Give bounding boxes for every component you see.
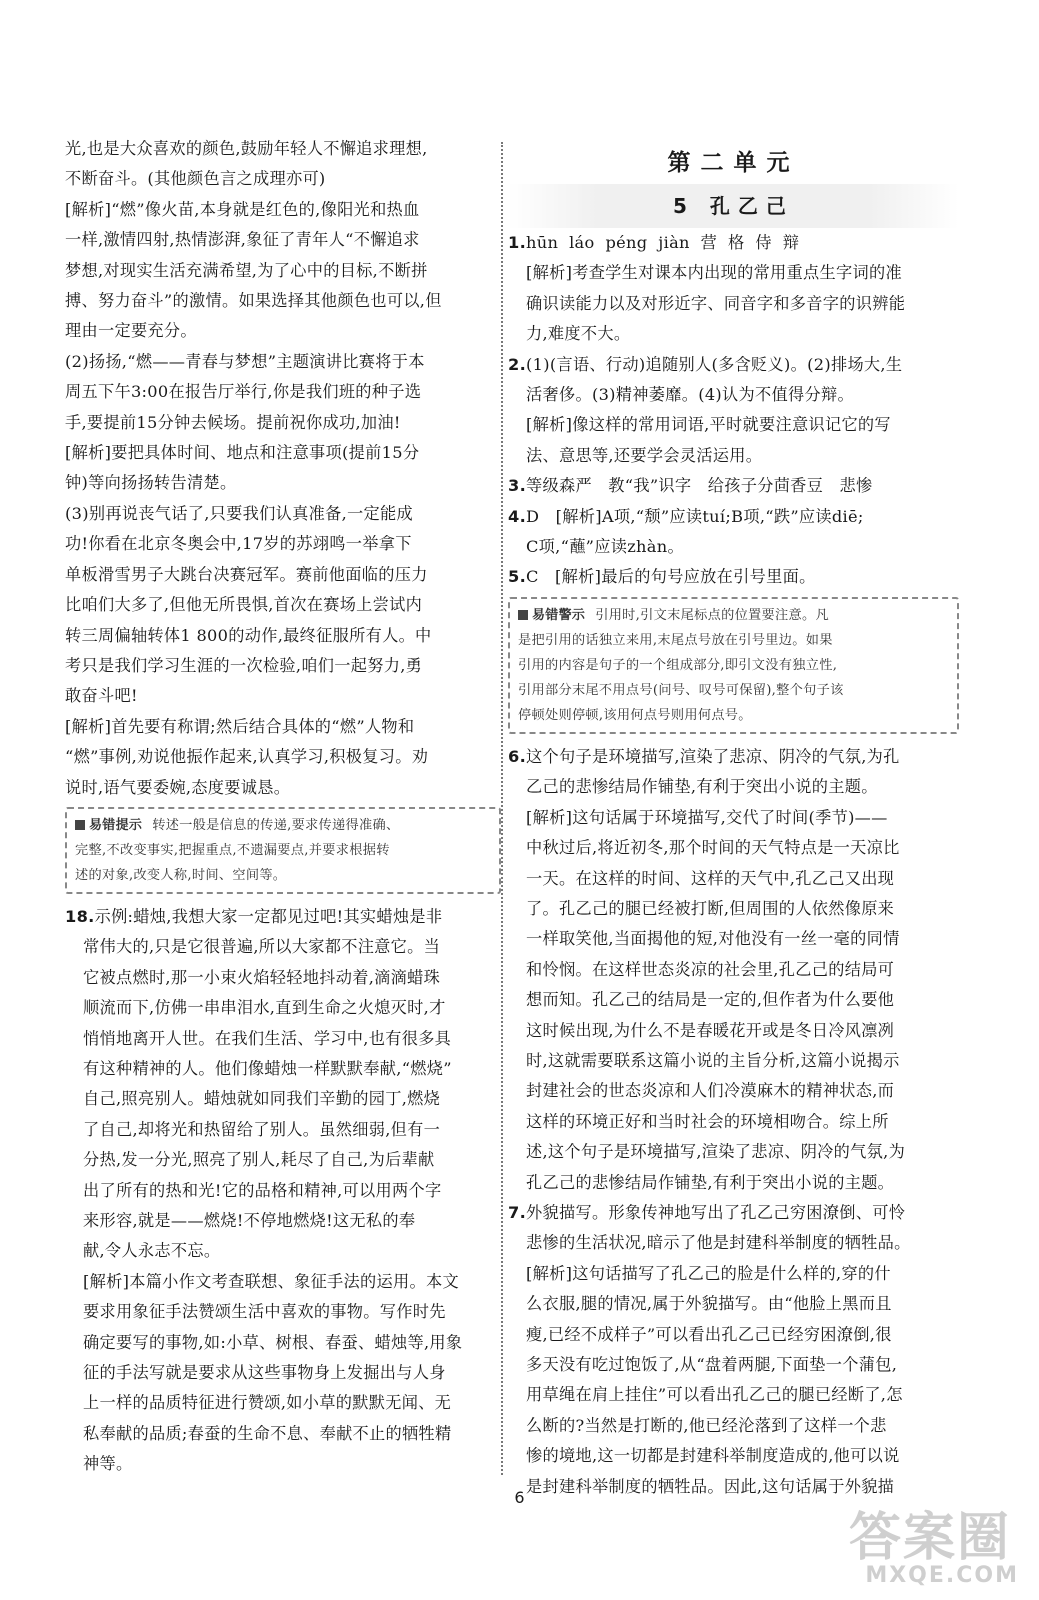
- text-line: 悄悄地离开人世。在我们生活、学习中,也有很多具: [83, 1028, 452, 1048]
- question-number: 5.: [508, 567, 527, 587]
- lesson-title: 5 孔乙己: [508, 184, 959, 228]
- text-line: 一样取笑他,当面揭他的短,对他没有一丝一毫的同情: [526, 929, 900, 949]
- text-line: 功!你看在北京冬奥会中,17岁的苏翊鸣一举拿下: [65, 534, 412, 554]
- text-line: C项,“蘸”应读zhàn。: [526, 537, 684, 557]
- text-line: 分热,发一分光,照亮了别人,耗尽了自己,为后辈献: [83, 1150, 435, 1170]
- error-warning-box: [508, 597, 959, 734]
- tip-text: 引用的内容是句子的一个组成部分,即引文没有独立性,: [518, 657, 838, 673]
- text-line: 上一样的品质特征进行赞颂,如小草的默默无闻、无: [83, 1393, 452, 1413]
- text-line: “燃”事例,劝说他振作起来,认真学习,积极复习。劝: [65, 747, 429, 767]
- watermark-logo: [849, 1495, 1019, 1590]
- text-line: 和怜悯。在这样世态炎凉的社会里,孔乙己的结局可: [526, 959, 895, 979]
- text-line: 不断奋斗。(其他颜色言之成理亦可): [65, 169, 326, 189]
- text-line: 周五下午3:00在报告厅举行,你是我们班的种子选: [65, 382, 422, 402]
- text-line: 乙己的悲惨结局作铺垫,有利于突出小说的主题。: [526, 777, 878, 797]
- square-bullet-icon: [518, 610, 528, 620]
- text-line: 顺流而下,仿佛一串串泪水,直到生命之火熄灭时,才: [83, 998, 446, 1018]
- text-line: 自己,照亮别人。蜡烛就如同我们辛勤的园丁,燃烧: [83, 1089, 441, 1109]
- text-line: 确识读能力以及对形近字、同音字和多音字的识辨能: [526, 293, 906, 313]
- text-line: [解析]考查学生对课本内出现的常用重点生字词的准: [526, 263, 902, 283]
- text-line: 理由一定要充分。: [65, 321, 197, 341]
- text-line: 想而知。孔乙己的结局是一定的,但作者为什么要他: [526, 990, 895, 1010]
- text-line: 敢奋斗吧!: [65, 686, 138, 706]
- text-line: 私奉献的品质;春蚕的生命不息、奉献不止的牺牲精: [83, 1423, 452, 1443]
- question-number: 4.: [508, 506, 527, 526]
- error-warning-label: 易错警示: [518, 608, 585, 623]
- text-line: 活奢侈。(3)精神萎靡。(4)认为不值得分辩。: [526, 385, 854, 405]
- text-line: 么衣服,腿的情况,属于外貌描写。由“他脸上黑而且: [526, 1294, 892, 1314]
- tip-text: 引用时,引文末尾标点的位置要注意。凡: [595, 607, 829, 623]
- text-line: 一天。在这样的时间、这样的天气中,孔乙己又出现: [526, 868, 895, 888]
- question-number: 6.: [508, 746, 527, 766]
- text-line: 献,令人永志不忘。: [83, 1241, 221, 1261]
- question-7: 7.外貌描写。形象传神地写出了孔乙己穷困潦倒、可怜: [508, 1202, 906, 1222]
- tip-text: 停顿处则停顿,该用何点号则用何点号。: [518, 707, 752, 723]
- text-line: [解析]像这样的常用词语,平时就要注意识记它的写: [526, 415, 891, 435]
- text-line: 转三周偏轴转体1 800的动作,最终征服所有人。中: [65, 625, 432, 645]
- text-line: 比咱们大多了,但他无所畏惧,首次在赛场上尝试内: [65, 595, 423, 615]
- question-3: 3.等级森严 教“我”识字 给孩子分茴香豆 悲惨: [508, 476, 873, 496]
- text-line: [解析]“燃”像火苗,本身就是红色的,像阳光和热血: [65, 199, 420, 219]
- tip-text: 完整,不改变事实,把握重点,不遗漏要点,并要求根据转: [75, 842, 390, 858]
- text-line: 手,要提前15分钟去候场。提前祝你成功,加油!: [65, 412, 401, 432]
- text-line: 封建社会的世态炎凉和人们冷漠麻木的精神状态,而: [526, 1081, 895, 1101]
- text-line: 了。孔乙己的腿已经被打断,但周围的人依然像原来: [526, 898, 895, 918]
- text-line: 出了所有的热和光!它的品格和精神,可以用两个字: [83, 1180, 442, 1200]
- text-line: 神等。: [83, 1454, 133, 1474]
- question-1: 1.hūn láo péng jiàn 营 格 侍 辩: [508, 233, 800, 252]
- text-line: 多天没有吃过饱饭了,从“盘着两腿,下面垫一个蒲包,: [526, 1355, 898, 1374]
- text-line: 是封建科举制度的牺牲品。因此,这句话属于外貌描: [526, 1476, 895, 1496]
- right-column: [508, 134, 959, 1502]
- tip-text: 是把引用的话独立来用,末尾点号放在引号里边。如果: [518, 632, 833, 648]
- text-line: 时,这就需要联系这篇小说的主旨分析,这篇小说揭示: [526, 1050, 900, 1070]
- text-line: 光,也是大众喜欢的颜色,鼓励年轻人不懈追求理想,: [65, 139, 428, 158]
- text-line: 法、意思等,还要学会灵活运用。: [526, 445, 763, 465]
- text-line: 一样,激情四射,热情澎湃,象征了青年人“不懈追求: [65, 230, 420, 250]
- text-line: 搏、努力奋斗”的激情。如果选择其他颜色也可以,但: [65, 291, 442, 311]
- text-line: 梦想,对现实生活充满希望,为了心中的目标,不断拼: [65, 260, 428, 280]
- text-line: 中秋过后,将近初冬,那个时间的天气特点是一天凉比: [526, 838, 900, 858]
- text-line: 来形容,就是——燃烧!不停地燃烧!这无私的奉: [83, 1211, 416, 1230]
- question-number: 7.: [508, 1202, 527, 1222]
- text-line: 单板滑雪男子大跳台决赛冠军。赛前他面临的压力: [65, 564, 428, 584]
- text-line: 确定要写的事物,如:小草、树根、春蚕、蜡烛等,用象: [83, 1332, 463, 1352]
- text-line: 这样的环境正好和当时社会的环境相吻合。综上所: [526, 1111, 889, 1131]
- column-divider: [501, 142, 503, 1475]
- text-line: 瘦,已经不成样子”可以看出孔乙己已经穷困潦倒,很: [526, 1324, 892, 1344]
- question-18: 18.示例:蜡烛,我想大家一定都见过吧!其实蜡烛是非: [65, 906, 443, 926]
- text-line: 常伟大的,只是它很普遍,所以大家都不注意它。当: [83, 937, 441, 957]
- watermark-url: MXQE.COM: [865, 1563, 1019, 1588]
- question-number: 2.: [508, 354, 527, 374]
- unit-title: 第二单元: [667, 150, 800, 176]
- text-line: 惨的境地,这一切都是封建科举制度造成的,他可以说: [526, 1446, 900, 1466]
- text-line: 说时,语气要委婉,态度要诚恳。: [65, 777, 291, 797]
- tip-text: 转述一般是信息的传递,要求传递得准确、: [152, 817, 400, 833]
- text-line: [解析]首先要有称谓;然后结合具体的“燃”人物和: [65, 716, 415, 736]
- text-line: [解析]这句话属于环境描写,交代了时间(季节)——: [526, 807, 888, 827]
- text-line: (3)别再说丧气话了,只要我们认真准备,一定能成: [65, 503, 413, 523]
- question-6: 6.这个句子是环境描写,渲染了悲凉、阴冷的气氛,为孔: [508, 746, 900, 766]
- text-line: 了自己,却将光和热留给了别人。虽然细弱,但有一: [83, 1119, 441, 1139]
- text-line: 要求用象征手法赞颂生活中喜欢的事物。写作时先: [83, 1302, 446, 1322]
- text-line: [解析]这句话描写了孔乙己的脸是什么样的,穿的什: [526, 1263, 891, 1283]
- text-line: 它被点燃时,那一小束火焰轻轻地抖动着,滴滴蜡珠: [83, 967, 441, 987]
- text-line: 考只是我们学习生涯的一次检验,咱们一起努力,勇: [65, 655, 423, 675]
- tip-text: 述的对象,改变人称,时间、空间等。: [75, 867, 287, 883]
- text-line: 孔乙己的悲惨结局作铺垫,有利于突出小说的主题。: [526, 1172, 895, 1192]
- text-line: 悲惨的生活状况,暗示了他是封建科举制度的牺牲品。: [526, 1233, 911, 1253]
- question-2: 2.(1)(言语、行动)追随别人(多含贬义)。(2)排场大,生: [508, 354, 903, 374]
- left-column: [65, 134, 501, 1480]
- text-line: 力,难度不大。: [526, 324, 631, 344]
- text-line: 有这种精神的人。他们像蜡烛一样默默奉献,“燃烧”: [83, 1058, 452, 1078]
- question-4: 4.D [解析]A项,“颓”应读tuí;B项,“跌”应读diē;: [508, 506, 864, 526]
- text-line: 用草绳在肩上挂住”可以看出孔乙己的腿已经断了,怎: [526, 1385, 903, 1405]
- text-line: 这时候出现,为什么不是春暖花开或是冬日冷风凛冽: [526, 1020, 895, 1040]
- text-line: (2)扬扬,“燃——青春与梦想”主题演讲比赛将于本: [65, 351, 425, 371]
- square-bullet-icon: [75, 820, 85, 830]
- text-line: 钟)等向扬扬转告清楚。: [65, 473, 237, 493]
- tip-text: 引用部分末尾不用点号(问号、叹号可保留),整个句子该: [518, 682, 844, 698]
- text-line: 述,这个句子是环境描写,渲染了悲凉、阴冷的气氛,为: [526, 1142, 906, 1162]
- question-number: 1.: [508, 233, 527, 252]
- error-tip-box: [65, 807, 501, 894]
- text-line: [解析]要把具体时间、地点和注意事项(提前15分: [65, 443, 420, 463]
- question-number: 3.: [508, 476, 527, 496]
- text-line: 么断的?当然是打断的,他已经沦落到了这样一个悲: [526, 1415, 887, 1435]
- error-tip-label: 易错提示: [75, 818, 142, 833]
- text-line: [解析]本篇小作文考查联想、象征手法的运用。本文: [83, 1271, 459, 1291]
- watermark-text: 答案圈: [849, 1508, 1012, 1568]
- question-5: 5.C [解析]最后的句号应放在引号里面。: [508, 567, 816, 587]
- page-number: 6: [514, 1488, 525, 1507]
- text-line: 征的手法写就是要求从这些事物身上发掘出与人身: [83, 1363, 446, 1383]
- question-number: 18.: [65, 906, 95, 926]
